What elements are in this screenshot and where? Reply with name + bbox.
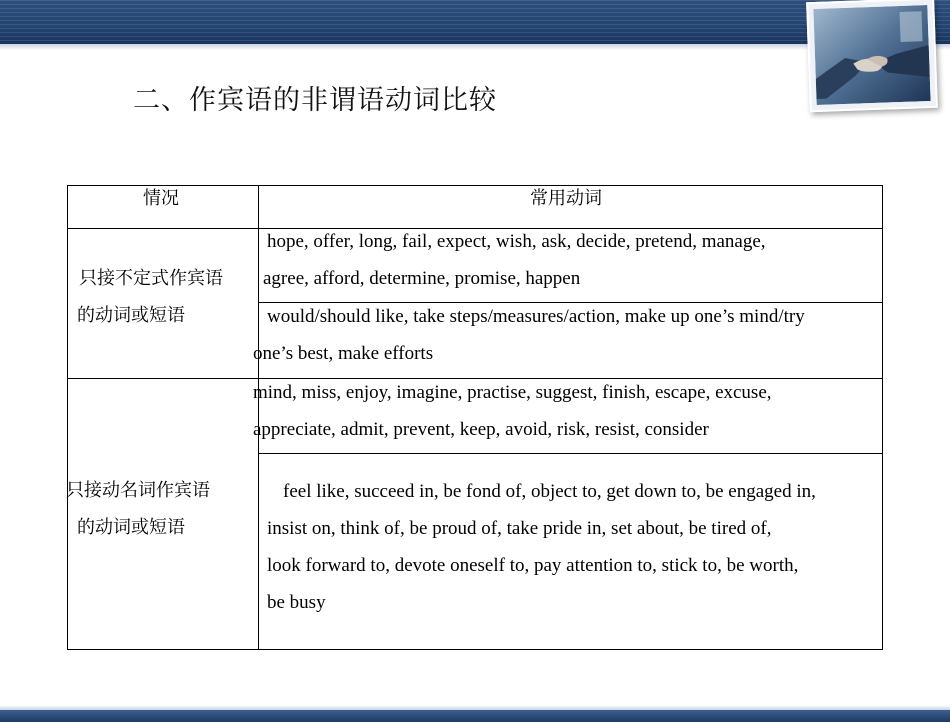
header-common-verbs: 常用动词 [530, 188, 602, 209]
group2-row2-line2: insist on, think of, be proud of, take pride in, set about, be tired of, [267, 518, 772, 539]
table-border-left [67, 185, 68, 650]
group2-row1-line1: mind, miss, enjoy, imagine, practise, suggest, finish, escape, excuse, [253, 382, 772, 403]
handshake-icon [813, 5, 930, 105]
table-border-right [882, 185, 883, 650]
group1-row1-line1: hope, offer, long, fail, expect, wish, ask, decide, pretend, manage, [267, 231, 766, 252]
handshake-photo [806, 0, 938, 112]
group1-label-line1: 只接不定式作宾语 [79, 268, 223, 289]
group2-label-line2: 的动词或短语 [77, 517, 185, 538]
group1-row1-line2: agree, afford, determine, promise, happen [263, 268, 581, 289]
group1-row2-line1: would/should like, take steps/measures/action, make up one’s mind/try [267, 306, 805, 327]
slide-title: 二、作宾语的非谓语动词比较 [133, 85, 497, 116]
group2-label-line1: 只接动名词作宾语 [66, 480, 210, 501]
group1-row2-line2: one’s best, make efforts [253, 343, 434, 364]
group1-label-line2: 的动词或短语 [77, 305, 185, 326]
group2-row1-line2: appreciate, admit, prevent, keep, avoid, risk, resist, consider [253, 419, 709, 440]
group2-row2-line1: feel like, succeed in, be fond of, object to, get down to, be engaged in, [283, 481, 816, 502]
header-situation: 情况 [143, 188, 179, 209]
group2-row2-line3: look forward to, devote oneself to, pay attention to, stick to, be worth, [267, 555, 799, 576]
table-border-bottom [67, 649, 883, 650]
table-border-top [67, 185, 883, 186]
bottom-banner [0, 710, 950, 722]
group2-row2-line4: be busy [267, 592, 326, 613]
group2-row-separator [258, 453, 883, 454]
